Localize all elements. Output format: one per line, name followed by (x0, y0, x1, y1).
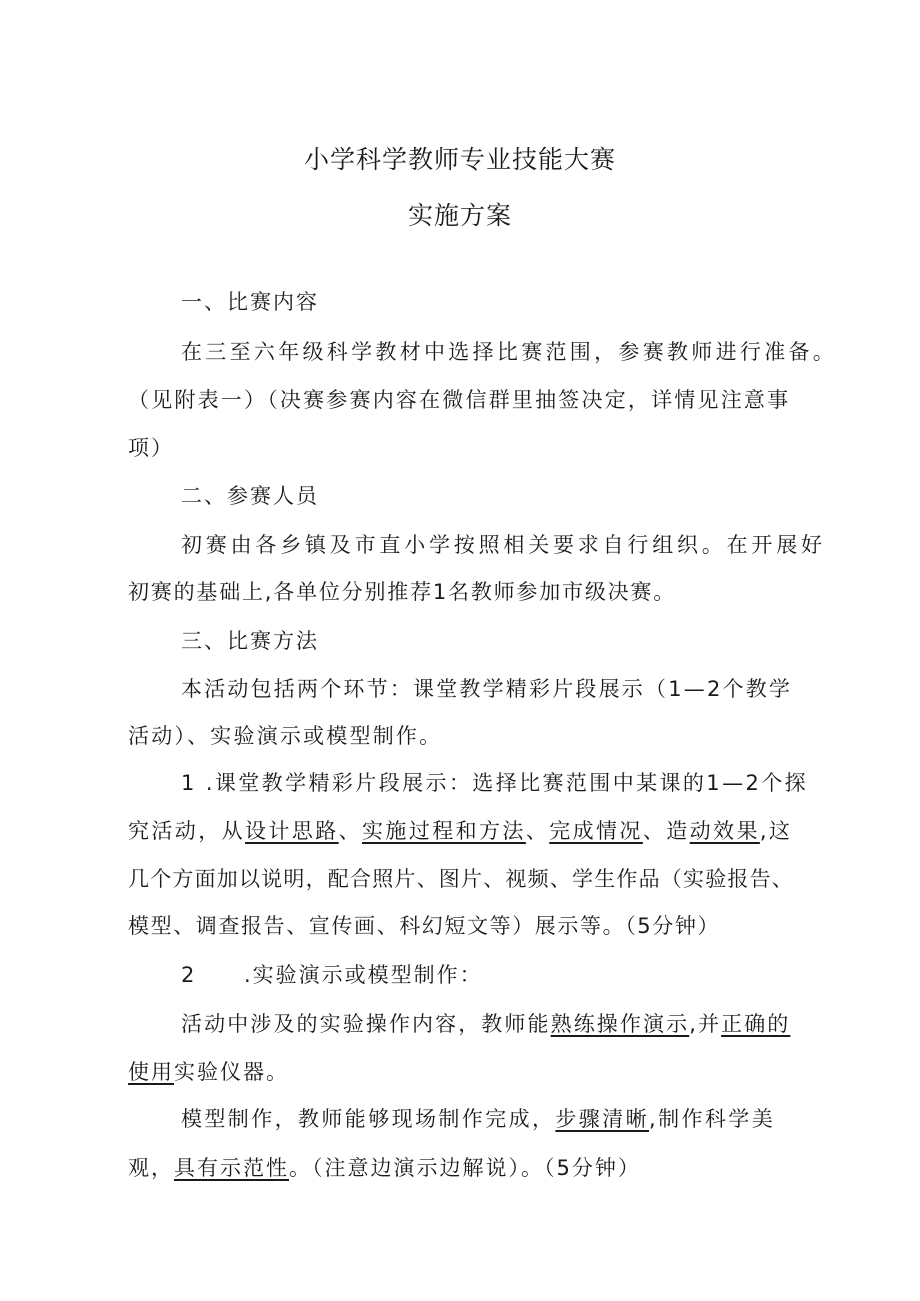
document-subtitle: 实施方案 (407, 201, 512, 230)
section1-heading: 一、比赛内容 (181, 290, 319, 314)
item2-text: 活动中涉及的实验操作内容，教师能 (181, 1012, 551, 1036)
underlined-term: 动效果 (689, 819, 760, 843)
item1-text: 、 (525, 819, 550, 843)
item2-text: 模型制作，教师能够现场制作完成， (181, 1107, 556, 1131)
item1-line: 模型、调查报告、宣传画、科幻短文等）展示等。（5分钟） (128, 914, 721, 938)
item1-text: 究活动，从 (128, 819, 245, 843)
item2-text: 实验仪器。 (174, 1060, 289, 1084)
underlined-term: 熟练操作演示 (550, 1012, 690, 1036)
underlined-term: 步骤清晰 (555, 1107, 650, 1131)
underlined-term: 完成情况 (549, 819, 643, 843)
underlined-term: 设计思路 (245, 819, 339, 843)
item1-line: 1 .课堂教学精彩片段展示：选择比赛范围中某课的1—2个探 (181, 771, 809, 795)
item1-line (128, 816, 792, 846)
item2-line (128, 1153, 641, 1183)
section3-intro-line: 本活动包括两个环节：课堂教学精彩片段展示（1—2个教学 (181, 677, 793, 701)
section1-paragraph-line: 在三至六年级科学教材中选择比赛范围，参赛教师进行准备。 (181, 340, 838, 364)
item2-heading-number: 2 (181, 963, 195, 987)
section3-intro-line: 活动）、实验演示或模型制作。 (128, 724, 443, 748)
item2-text: ,制作科学美 (649, 1107, 776, 1131)
item1-text: 、造 (642, 819, 690, 843)
underlined-term: 正确的 (721, 1012, 791, 1036)
item2-heading: .实验演示或模型制作： (244, 963, 483, 987)
item2-line (181, 1104, 775, 1134)
item1-text: ,这 (759, 819, 793, 843)
document-title: 小学科学教师专业技能大赛 (303, 145, 616, 174)
item1-line: 几个方面加以说明，配合照片、图片、视频、学生作品（实验报告、 (128, 867, 794, 891)
section2-heading: 二、参赛人员 (181, 484, 319, 508)
underlined-term: 使用 (128, 1060, 174, 1084)
section2-paragraph-line: 初赛由各乡镇及市直小学按照相关要求自行组织。在开展好 (181, 533, 826, 557)
item2-text: ,并 (689, 1012, 722, 1036)
section2-paragraph-line: 初赛的基础上,各单位分别推荐1名教师参加市级决赛。 (128, 580, 677, 604)
underlined-term: 具有示范性 (174, 1156, 289, 1180)
item1-text: 、 (338, 819, 363, 843)
section3-heading: 三、比赛方法 (181, 629, 319, 653)
item2-line (128, 1057, 289, 1087)
item2-text: 观， (128, 1156, 174, 1180)
section1-paragraph-line: （见附表一）（决赛参赛内容在微信群里抽签决定，详情见注意事 (128, 388, 791, 412)
item2-text: 。（注意边演示边解说）。（5分钟） (289, 1156, 641, 1180)
section1-paragraph-line: 项） (128, 436, 174, 460)
underlined-term: 实施过程和方法 (362, 819, 526, 843)
item2-line (181, 1009, 790, 1039)
